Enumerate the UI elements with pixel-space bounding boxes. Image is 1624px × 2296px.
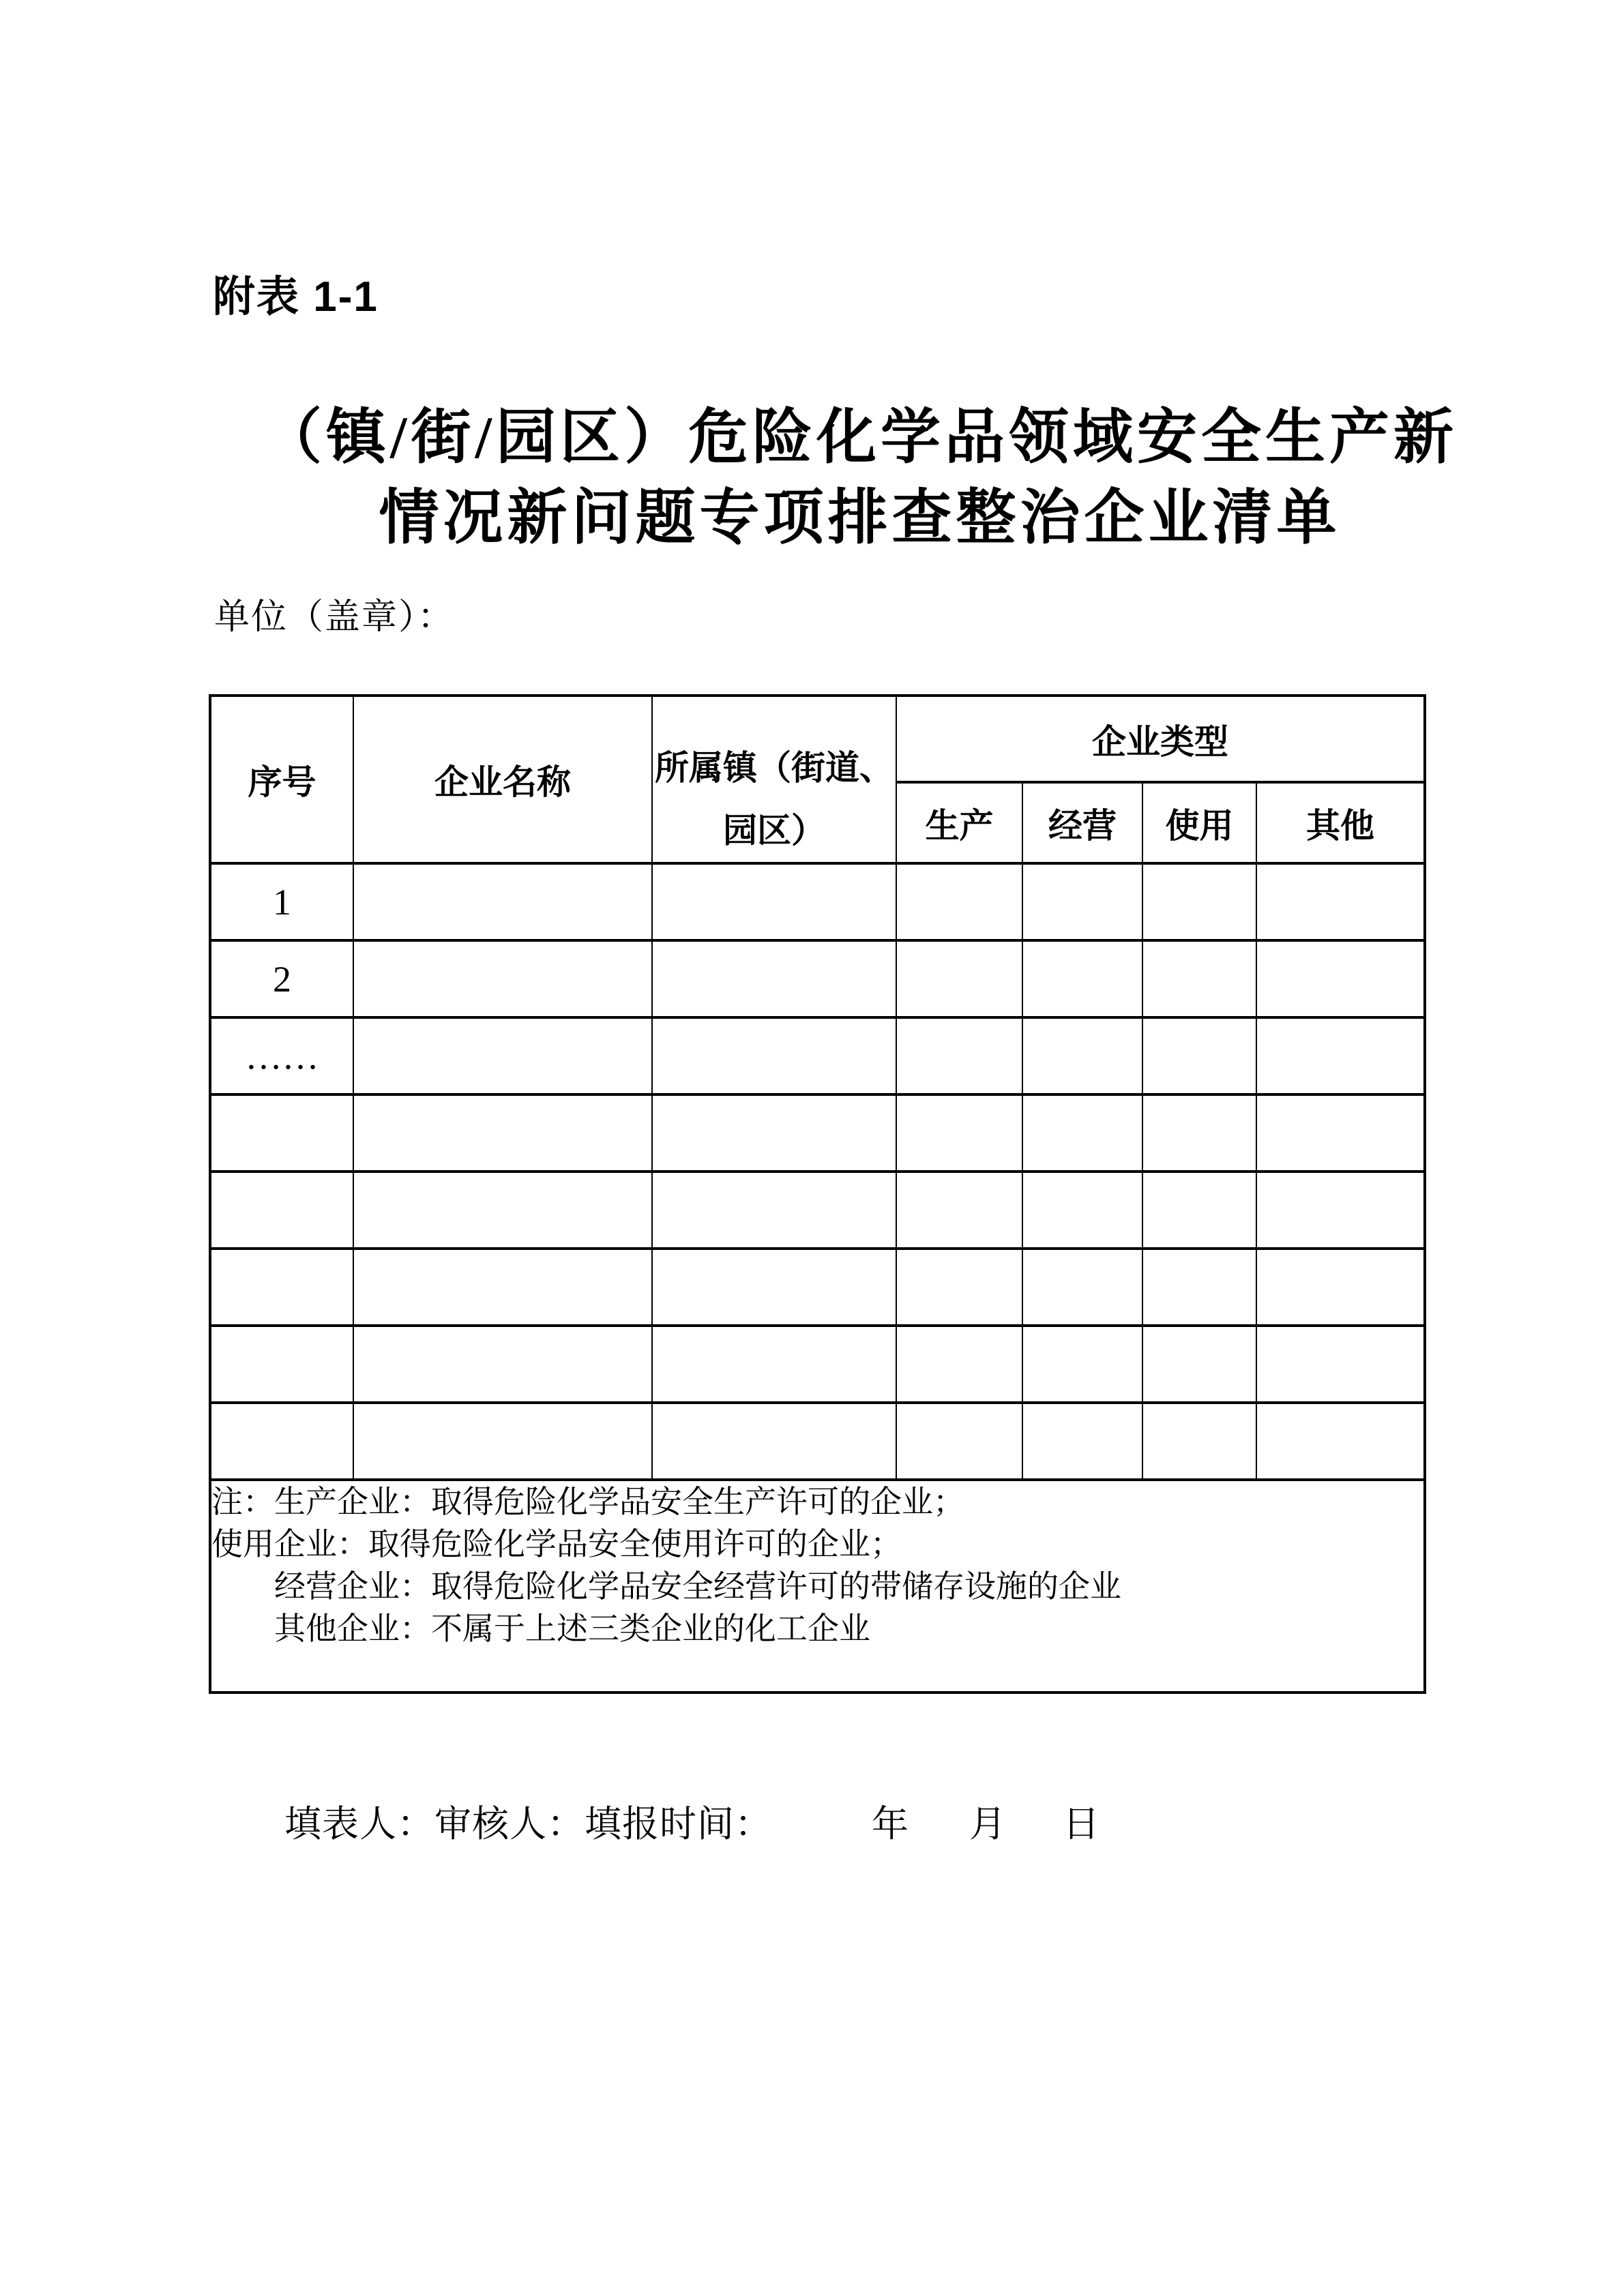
town-cell bbox=[652, 1094, 896, 1172]
header-type-usage: 使用 bbox=[1142, 782, 1256, 863]
production-cell bbox=[896, 1249, 1022, 1326]
company-name-cell bbox=[353, 1326, 652, 1403]
operation-cell bbox=[1022, 1017, 1142, 1094]
header-type-operation: 经营 bbox=[1022, 782, 1142, 863]
header-town-line-1: 所属镇（街道、 bbox=[655, 749, 894, 787]
company-name-cell bbox=[353, 1172, 652, 1249]
town-cell bbox=[652, 1326, 896, 1403]
table-row bbox=[210, 1326, 1425, 1403]
town-cell bbox=[652, 1403, 896, 1480]
town-cell bbox=[652, 1249, 896, 1326]
table-row bbox=[210, 863, 1425, 940]
seq-cell bbox=[210, 1403, 353, 1480]
seq-cell: 2 bbox=[210, 940, 353, 1017]
header-company-name: 企业名称 bbox=[353, 696, 652, 863]
usage-cell bbox=[1142, 1326, 1256, 1403]
note-line-3: 经营企业：取得危险化学品安全经营许可的带储存设施的企业 bbox=[274, 1569, 1121, 1604]
title-line-1: （镇/街/园区）危险化学品领域安全生产新 bbox=[262, 405, 1458, 471]
table-notes-row bbox=[210, 1480, 1425, 1693]
other-cell bbox=[1256, 1249, 1425, 1326]
operation-cell bbox=[1022, 1094, 1142, 1172]
production-cell bbox=[896, 863, 1022, 940]
table-row bbox=[210, 1249, 1425, 1326]
seq-cell bbox=[210, 1172, 353, 1249]
other-cell bbox=[1256, 940, 1425, 1017]
town-cell bbox=[652, 1172, 896, 1249]
header-company-type: 企业类型 bbox=[896, 696, 1425, 782]
seq-cell: 1 bbox=[210, 863, 353, 940]
other-cell bbox=[1256, 1172, 1425, 1249]
unit-seal-label: 单位（盖章）： bbox=[214, 598, 455, 637]
enterprise-list-table bbox=[209, 694, 1426, 1694]
company-name-cell bbox=[353, 1094, 652, 1172]
seq-cell bbox=[210, 1326, 353, 1403]
header-town bbox=[652, 696, 896, 863]
town-cell bbox=[652, 863, 896, 940]
usage-cell bbox=[1142, 1017, 1256, 1094]
table-header-row-1 bbox=[210, 696, 1425, 782]
seq-cell: …… bbox=[210, 1017, 353, 1094]
usage-cell bbox=[1142, 1403, 1256, 1480]
note-line-1: 注：生产企业：取得危险化学品安全生产许可的企业； bbox=[211, 1485, 964, 1519]
production-cell bbox=[896, 1017, 1022, 1094]
other-cell bbox=[1256, 1017, 1425, 1094]
document-title bbox=[95, 398, 1624, 559]
table-row bbox=[210, 940, 1425, 1017]
notes-cell bbox=[210, 1480, 1425, 1693]
operation-cell bbox=[1022, 1326, 1142, 1403]
footer-labels: 填表人：审核人：填报时间： bbox=[284, 1804, 772, 1845]
production-cell bbox=[896, 1326, 1022, 1403]
usage-cell bbox=[1142, 1094, 1256, 1172]
usage-cell bbox=[1142, 940, 1256, 1017]
operation-cell bbox=[1022, 1172, 1142, 1249]
title-line-2: 情况新问题专项排查整治企业清单 bbox=[379, 486, 1341, 552]
company-name-cell bbox=[353, 940, 652, 1017]
company-name-cell bbox=[353, 863, 652, 940]
company-name-cell bbox=[353, 1249, 652, 1326]
other-cell bbox=[1256, 1326, 1425, 1403]
footer-year-label: 年 bbox=[872, 1804, 909, 1845]
usage-cell bbox=[1142, 1249, 1256, 1326]
town-cell bbox=[652, 1017, 896, 1094]
usage-cell bbox=[1142, 863, 1256, 940]
header-seq: 序号 bbox=[210, 696, 353, 863]
seq-cell bbox=[210, 1249, 353, 1326]
operation-cell bbox=[1022, 863, 1142, 940]
footer-day-label: 日 bbox=[1063, 1804, 1100, 1845]
header-type-other: 其他 bbox=[1256, 782, 1425, 863]
operation-cell bbox=[1022, 940, 1142, 1017]
table-row bbox=[210, 1403, 1425, 1480]
footer-sign-line bbox=[284, 1800, 1100, 1848]
operation-cell bbox=[1022, 1403, 1142, 1480]
operation-cell bbox=[1022, 1249, 1142, 1326]
town-cell bbox=[652, 940, 896, 1017]
production-cell bbox=[896, 1094, 1022, 1172]
note-line-4: 其他企业：不属于上述三类企业的化工企业 bbox=[274, 1611, 870, 1646]
production-cell bbox=[896, 940, 1022, 1017]
note-line-2: 使用企业：取得危险化学品安全使用许可的企业； bbox=[211, 1527, 902, 1562]
production-cell bbox=[896, 1172, 1022, 1249]
other-cell bbox=[1256, 1094, 1425, 1172]
seq-cell bbox=[210, 1094, 353, 1172]
table-row bbox=[210, 1172, 1425, 1249]
company-name-cell bbox=[353, 1403, 652, 1480]
other-cell bbox=[1256, 1403, 1425, 1480]
header-type-production: 生产 bbox=[896, 782, 1022, 863]
production-cell bbox=[896, 1403, 1022, 1480]
attachment-label: 附表 1-1 bbox=[213, 273, 379, 320]
usage-cell bbox=[1142, 1172, 1256, 1249]
footer-month-label: 月 bbox=[969, 1804, 1007, 1845]
table-row bbox=[210, 1094, 1425, 1172]
company-name-cell bbox=[353, 1017, 652, 1094]
header-town-line-2: 园区） bbox=[723, 811, 825, 850]
other-cell bbox=[1256, 863, 1425, 940]
table-row bbox=[210, 1017, 1425, 1094]
